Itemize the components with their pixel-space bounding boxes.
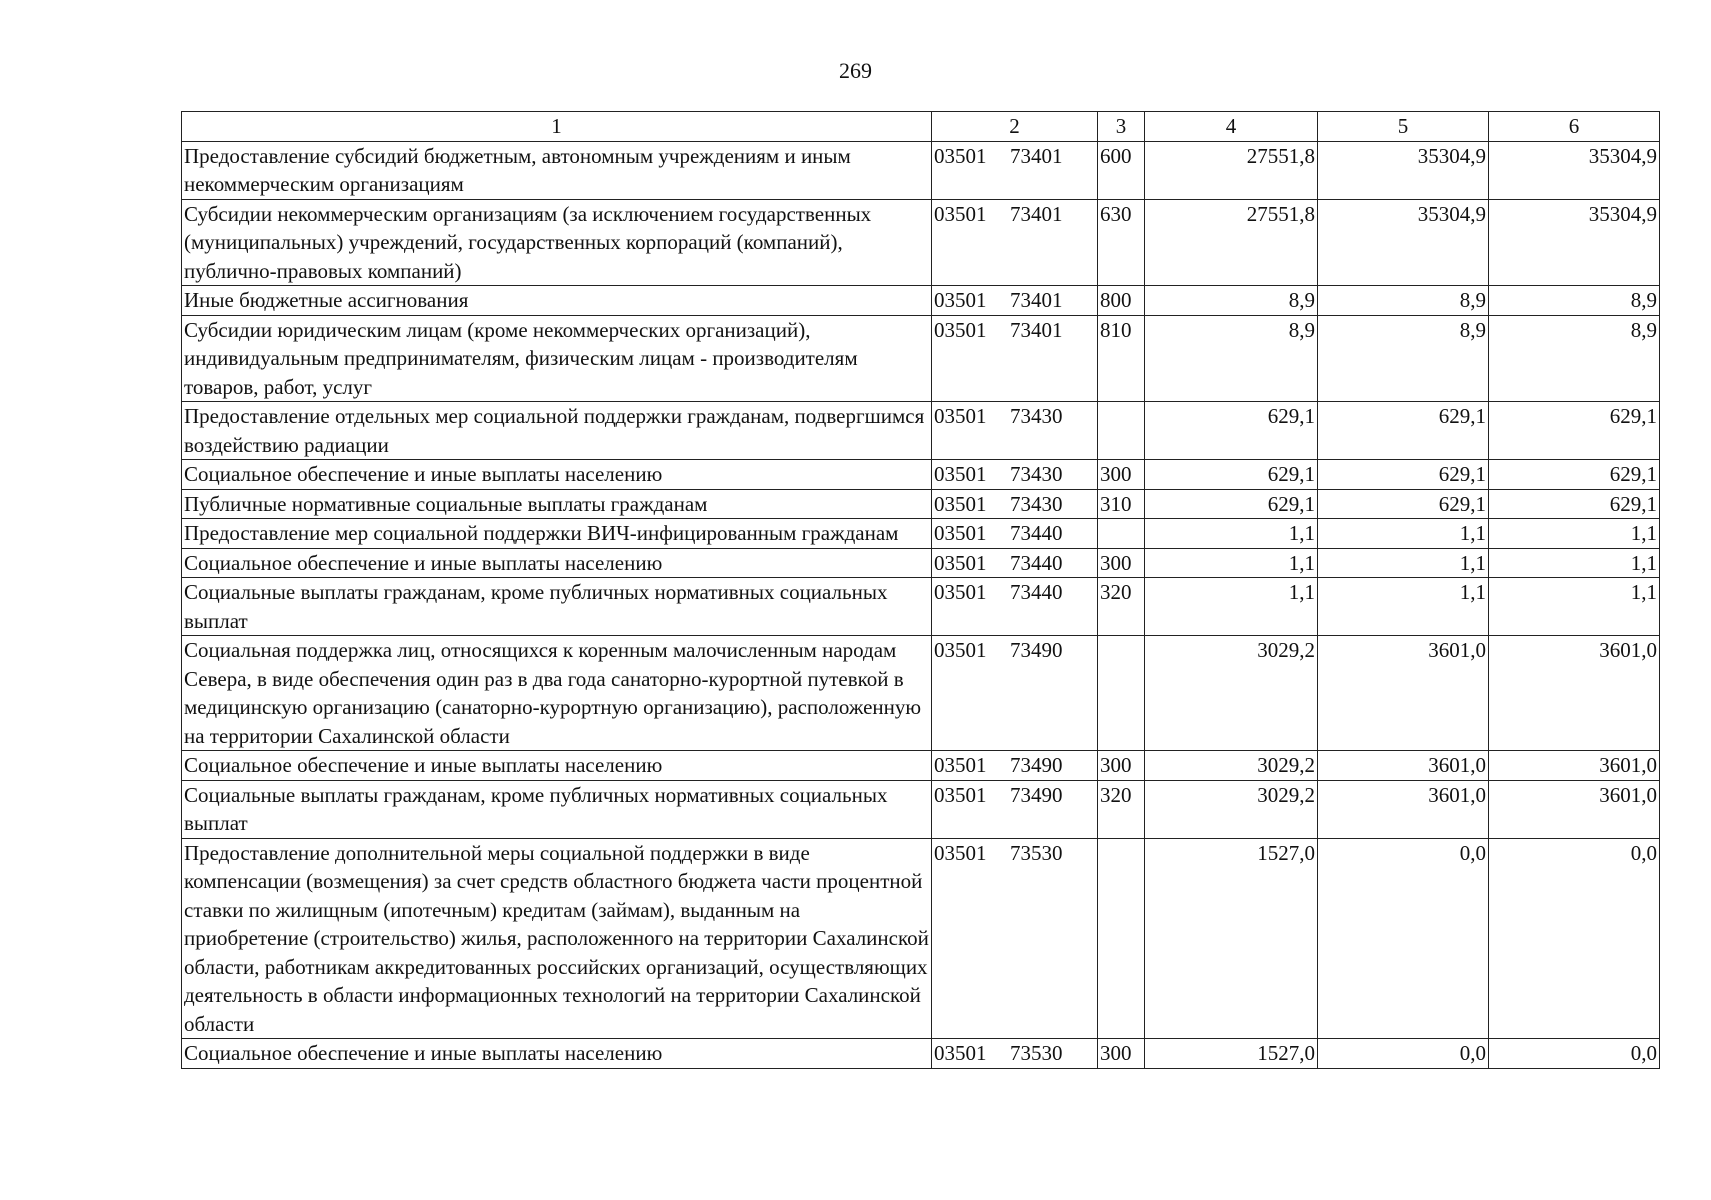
row-value-col4: 629,1 <box>1145 489 1318 519</box>
row-value-col5: 1,1 <box>1318 548 1489 578</box>
table-row <box>182 548 1660 578</box>
header-cell: 1 <box>182 112 932 142</box>
table-row <box>182 199 1660 286</box>
row-description: Социальное обеспечение и иные выплаты населению <box>182 460 932 490</box>
table-row <box>182 780 1660 838</box>
row-section-code: 03501 <box>934 201 987 226</box>
row-section-code: 03501 <box>934 753 987 777</box>
row-target-code: 73401 <box>1010 317 1063 342</box>
row-code-cell <box>932 548 1098 578</box>
row-section-code: 03501 <box>934 521 987 545</box>
row-expense-type: 300 <box>1098 460 1145 490</box>
row-code-cell <box>932 286 1098 316</box>
row-section-code: 03501 <box>934 580 987 604</box>
row-section-code: 03501 <box>934 840 987 865</box>
row-section-code: 03501 <box>934 550 987 575</box>
row-code-cell <box>932 402 1098 460</box>
row-target-code: 73490 <box>1010 782 1063 807</box>
row-value-col6: 8,9 <box>1489 286 1660 316</box>
row-value-col4: 1,1 <box>1145 578 1318 636</box>
table-row <box>182 489 1660 519</box>
row-description: Предоставление мер социальной поддержки ВИЧ-инфицированным гражданам <box>182 519 932 549</box>
row-value-col4: 8,9 <box>1145 286 1318 316</box>
row-target-code: 73530 <box>1010 1041 1063 1065</box>
row-target-code: 73440 <box>1010 580 1063 604</box>
row-value-col5: 629,1 <box>1318 489 1489 519</box>
row-description: Социальное обеспечение и иные выплаты населению <box>182 1039 932 1069</box>
row-code-cell <box>932 838 1098 1039</box>
row-expense-type <box>1098 838 1145 1039</box>
row-section-code: 03501 <box>934 462 987 486</box>
table-row <box>182 578 1660 636</box>
row-target-code: 73430 <box>1010 404 1063 428</box>
row-value-col6: 629,1 <box>1489 489 1660 519</box>
header-cell: 3 <box>1098 112 1145 142</box>
row-expense-type: 600 <box>1098 141 1145 199</box>
row-expense-type: 310 <box>1098 489 1145 519</box>
row-expense-type <box>1098 636 1145 751</box>
row-code-cell <box>932 460 1098 490</box>
row-value-col6: 35304,9 <box>1489 141 1660 199</box>
row-value-col6: 0,0 <box>1489 1039 1660 1069</box>
row-description: Социальная поддержка лиц, относящихся к коренным малочисленным народам Севера, в виде обеспечения один раз в два года санаторно-курортной путевкой в медицинскую организацию (санаторно-курортную организацию), расположенную на территории Сахалинской области <box>182 636 932 751</box>
table-row <box>182 402 1660 460</box>
row-target-code: 73490 <box>1010 753 1063 777</box>
row-value-col5: 8,9 <box>1318 286 1489 316</box>
row-code-cell <box>932 636 1098 751</box>
row-value-col5: 629,1 <box>1318 460 1489 490</box>
row-expense-type: 320 <box>1098 780 1145 838</box>
row-value-col5: 629,1 <box>1318 402 1489 460</box>
row-value-col4: 1,1 <box>1145 519 1318 549</box>
row-code-cell <box>932 751 1098 781</box>
table-row <box>182 636 1660 751</box>
row-value-col6: 629,1 <box>1489 460 1660 490</box>
budget-table <box>181 111 1660 1069</box>
row-target-code: 73490 <box>1010 638 1063 662</box>
row-value-col6: 35304,9 <box>1489 199 1660 286</box>
header-cell: 6 <box>1489 112 1660 142</box>
row-code-cell <box>932 489 1098 519</box>
row-expense-type <box>1098 402 1145 460</box>
row-value-col4: 629,1 <box>1145 460 1318 490</box>
row-description: Субсидии юридическим лицам (кроме некоммерческих организаций), индивидуальным предпринимателям, физическим лицам - производителям товаров, работ, услуг <box>182 315 932 402</box>
row-value-col5: 35304,9 <box>1318 199 1489 286</box>
row-code-cell <box>932 578 1098 636</box>
row-expense-type: 300 <box>1098 1039 1145 1069</box>
row-value-col5: 1,1 <box>1318 578 1489 636</box>
row-value-col5: 35304,9 <box>1318 141 1489 199</box>
row-value-col6: 0,0 <box>1489 838 1660 1039</box>
table-row <box>182 519 1660 549</box>
row-code-cell <box>932 315 1098 402</box>
row-value-col4: 1527,0 <box>1145 1039 1318 1069</box>
row-section-code: 03501 <box>934 782 987 807</box>
header-cell: 4 <box>1145 112 1318 142</box>
row-target-code: 73401 <box>1010 201 1063 226</box>
row-description: Предоставление субсидий бюджетным, автономным учреждениям и иным некоммерческим организациям <box>182 141 932 199</box>
header-row <box>182 112 1660 142</box>
row-value-col6: 1,1 <box>1489 519 1660 549</box>
row-expense-type: 320 <box>1098 578 1145 636</box>
row-value-col6: 1,1 <box>1489 578 1660 636</box>
page-number: 269 <box>839 58 872 83</box>
row-expense-type: 300 <box>1098 548 1145 578</box>
row-target-code: 73440 <box>1010 550 1063 575</box>
row-target-code: 73401 <box>1010 143 1063 168</box>
row-value-col6: 629,1 <box>1489 402 1660 460</box>
row-value-col4: 3029,2 <box>1145 636 1318 751</box>
row-code-cell <box>932 199 1098 286</box>
row-description: Предоставление отдельных мер социальной поддержки гражданам, подвергшимся воздействию радиации <box>182 402 932 460</box>
row-value-col4: 1,1 <box>1145 548 1318 578</box>
row-section-code: 03501 <box>934 1041 987 1065</box>
row-expense-type: 300 <box>1098 751 1145 781</box>
header-cell: 2 <box>932 112 1098 142</box>
row-section-code: 03501 <box>934 638 987 662</box>
row-description: Социальное обеспечение и иные выплаты населению <box>182 751 932 781</box>
row-section-code: 03501 <box>934 143 987 168</box>
row-value-col5: 3601,0 <box>1318 780 1489 838</box>
row-value-col4: 3029,2 <box>1145 751 1318 781</box>
row-value-col6: 8,9 <box>1489 315 1660 402</box>
row-value-col5: 3601,0 <box>1318 751 1489 781</box>
row-value-col5: 1,1 <box>1318 519 1489 549</box>
row-value-col4: 1527,0 <box>1145 838 1318 1039</box>
row-value-col5: 3601,0 <box>1318 636 1489 751</box>
row-target-code: 73430 <box>1010 491 1063 516</box>
row-target-code: 73401 <box>1010 288 1063 312</box>
row-expense-type <box>1098 519 1145 549</box>
row-expense-type: 800 <box>1098 286 1145 316</box>
row-code-cell <box>932 141 1098 199</box>
row-code-cell <box>932 780 1098 838</box>
table-row <box>182 1039 1660 1069</box>
table-row <box>182 141 1660 199</box>
row-section-code: 03501 <box>934 491 987 516</box>
row-section-code: 03501 <box>934 317 987 342</box>
row-value-col6: 3601,0 <box>1489 780 1660 838</box>
row-description: Субсидии некоммерческим организациям (за исключением государственных (муниципальных) учреждений, государственных корпораций (компаний), публично-правовых компаний) <box>182 199 932 286</box>
row-code-cell <box>932 1039 1098 1069</box>
row-description: Социальные выплаты гражданам, кроме публичных нормативных социальных выплат <box>182 780 932 838</box>
row-value-col4: 629,1 <box>1145 402 1318 460</box>
row-description: Социальные выплаты гражданам, кроме публичных нормативных социальных выплат <box>182 578 932 636</box>
row-value-col6: 3601,0 <box>1489 636 1660 751</box>
row-value-col5: 0,0 <box>1318 1039 1489 1069</box>
row-value-col4: 8,9 <box>1145 315 1318 402</box>
row-value-col4: 3029,2 <box>1145 780 1318 838</box>
row-target-code: 73530 <box>1010 840 1063 865</box>
row-description: Публичные нормативные социальные выплаты гражданам <box>182 489 932 519</box>
table-row <box>182 460 1660 490</box>
row-expense-type: 630 <box>1098 199 1145 286</box>
table-row <box>182 838 1660 1039</box>
table-row <box>182 286 1660 316</box>
row-section-code: 03501 <box>934 288 987 312</box>
row-description: Иные бюджетные ассигнования <box>182 286 932 316</box>
row-value-col4: 27551,8 <box>1145 199 1318 286</box>
row-value-col4: 27551,8 <box>1145 141 1318 199</box>
row-code-cell <box>932 519 1098 549</box>
row-target-code: 73430 <box>1010 462 1063 486</box>
row-expense-type: 810 <box>1098 315 1145 402</box>
row-description: Предоставление дополнительной меры социальной поддержки в виде компенсации (возмещения) за счет средств областного бюджета части процентной ставки по жилищным (ипотечным) кредитам (займам), выданным на приобретение (строительство) жилья, расположенного на территории Сахалинской области, работникам аккредитованных российских организаций, осуществляющих деятельность в области информационных технологий на территории Сахалинской области <box>182 838 932 1039</box>
row-value-col6: 3601,0 <box>1489 751 1660 781</box>
table-row <box>182 751 1660 781</box>
table-row <box>182 315 1660 402</box>
row-value-col6: 1,1 <box>1489 548 1660 578</box>
row-description: Социальное обеспечение и иные выплаты населению <box>182 548 932 578</box>
row-value-col5: 8,9 <box>1318 315 1489 402</box>
row-target-code: 73440 <box>1010 521 1063 545</box>
row-section-code: 03501 <box>934 404 987 428</box>
row-value-col5: 0,0 <box>1318 838 1489 1039</box>
header-cell: 5 <box>1318 112 1489 142</box>
